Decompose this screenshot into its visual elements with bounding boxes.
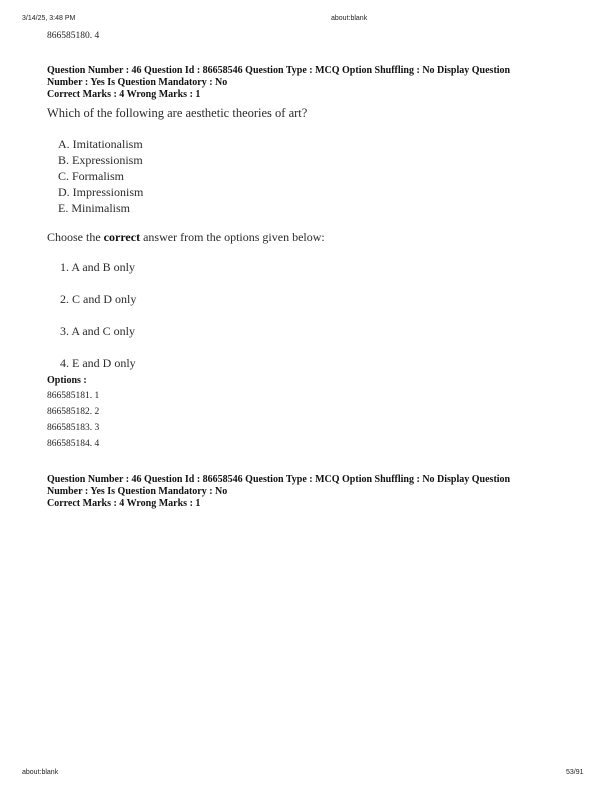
answer-choice-4: 4. E and D only	[60, 356, 136, 370]
statement-item: E. Minimalism	[58, 201, 130, 215]
question-metadata	[47, 65, 587, 101]
question-marks: Correct Marks : 4 Wrong Marks : 1	[47, 89, 201, 100]
statement-item: A. Imitationalism	[58, 137, 143, 151]
instruction-suffix: answer from the options given below:	[140, 230, 325, 244]
print-page-number: 53/91	[566, 769, 584, 776]
answer-choice-3: 3. A and C only	[60, 324, 136, 338]
question-text: Which of the following are aesthetic theories of art?	[47, 106, 308, 120]
question-meta-line-2: Number : Yes Is Question Mandatory : No	[47, 77, 228, 88]
previous-option-id: 866585180. 4	[47, 31, 100, 41]
option-id: 866585181. 1	[47, 391, 100, 401]
option-id: 866585182. 2	[47, 407, 100, 417]
statement-list	[58, 136, 143, 216]
answer-instruction	[47, 230, 325, 245]
print-footer-url: about:blank	[22, 769, 59, 776]
question-marks: Correct Marks : 4 Wrong Marks : 1	[47, 498, 201, 509]
answer-choice-1: 1. A and B only	[60, 260, 136, 274]
question-meta-line-1: Question Number : 46 Question Id : 86658546 Question Type : MCQ Option Shuffling : No Display Question	[47, 474, 511, 485]
question-meta-line-1: Question Number : 46 Question Id : 86658546 Question Type : MCQ Option Shuffling : No Display Question	[47, 65, 511, 76]
option-id: 866585184. 4	[47, 439, 100, 449]
options-label: Options :	[47, 375, 87, 386]
print-datetime: 3/14/25, 3:48 PM	[22, 15, 76, 22]
statement-item: B. Expressionism	[58, 153, 143, 167]
answer-choice-2: 2. C and D only	[60, 292, 137, 306]
print-page-title: about:blank	[331, 15, 368, 22]
instruction-emphasis: correct	[103, 230, 141, 244]
statement-item: D. Impressionism	[58, 185, 144, 199]
instruction-prefix: Choose the	[47, 230, 104, 244]
question-meta-line-2: Number : Yes Is Question Mandatory : No	[47, 486, 228, 497]
question-metadata-2	[47, 474, 587, 510]
option-id: 866585183. 3	[47, 423, 100, 433]
statement-item: C. Formalism	[58, 169, 125, 183]
